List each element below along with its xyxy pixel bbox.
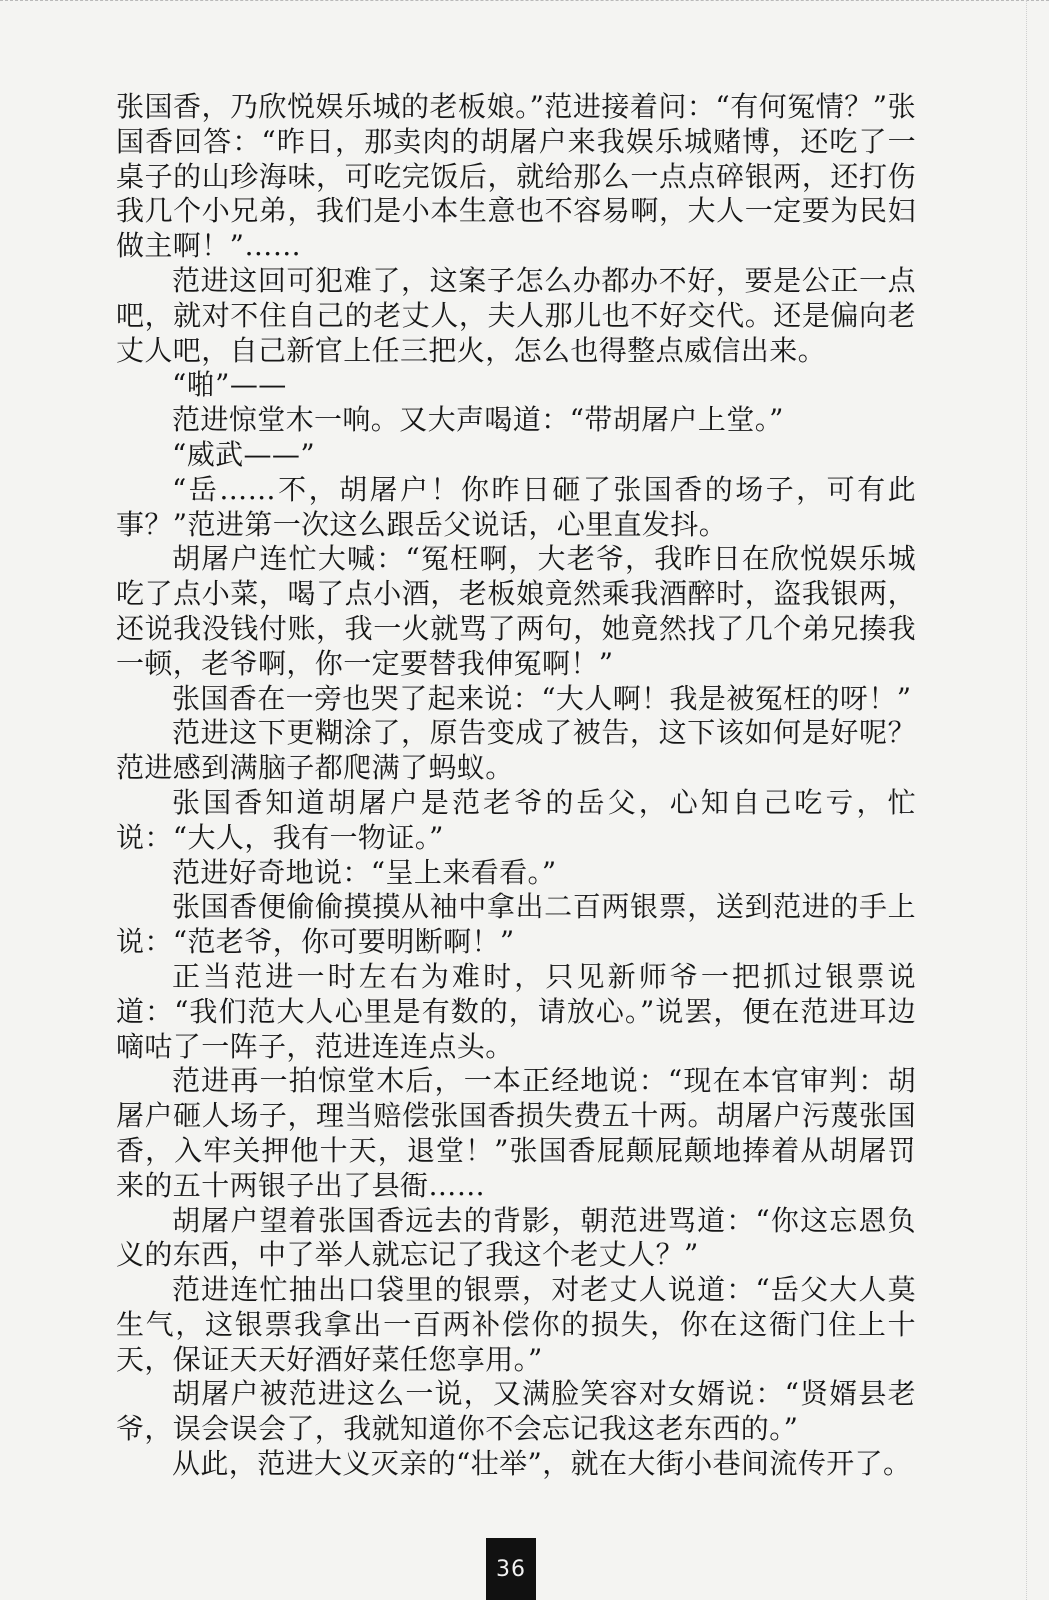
- body-text: [116, 90, 916, 1482]
- paragraph: 张国香便偷偷摸摸从袖中拿出二百两银票，送到范进的手上说：“范老爷，你可要明断啊！”: [116, 890, 916, 959]
- paragraph: 张国香，乃欣悦娱乐城的老板娘。”范进接着问：“有何冤情？”张国香回答：“昨日，那卖肉的胡屠户来我娱乐城赌博，还吃了一桌子的山珍海味，可吃完饭后，就给那么一点点碎银两，还打伤我几个小兄弟，我们是小本生意也不容易啊，大人一定要为民妇做主啊！”……: [116, 90, 916, 263]
- paragraph: 范进这回可犯难了，这案子怎么办都办不好，要是公正一点吧，就对不住自己的老丈人，夫人那儿也不好交代。还是偏向老丈人吧，自己新官上任三把火，怎么也得整点威信出来。: [116, 263, 916, 367]
- page-right-edge: [1026, 0, 1049, 1600]
- paragraph: 张国香知道胡屠户是范老爷的岳父，心知自己吃亏，忙说：“大人，我有一物证。”: [116, 785, 916, 854]
- paragraph: 正当范进一时左右为难时，只见新师爷一把抓过银票说道：“我们范大人心里是有数的，请放心。”说罢，便在范进耳边嘀咕了一阵子，范进连连点头。: [116, 959, 916, 1063]
- paragraph: 张国香在一旁也哭了起来说：“大人啊！我是被冤枉的呀！”: [172, 681, 912, 715]
- paragraph: 范进惊堂木一响。又大声喝道：“带胡屠户上堂。”: [172, 403, 784, 437]
- paragraph: 范进这下更糊涂了，原告变成了被告，这下该如何是好呢？范进感到满脑子都爬满了蚂蚁。: [116, 716, 916, 785]
- paragraph: 胡屠户望着张国香远去的背影，朝范进骂道：“你这忘恩负义的东西，中了举人就忘记了我这个老丈人？”: [116, 1203, 916, 1272]
- paragraph: 范进好奇地说：“呈上来看看。”: [172, 855, 557, 889]
- page-top-edge: [0, 0, 1049, 5]
- paragraph: 胡屠户连忙大喊：“冤枉啊，大老爷，我昨日在欣悦娱乐城吃了点小菜，喝了点小酒，老板娘竟然乘我酒醉时，盗我银两，还说我没钱付账，我一火就骂了两句，她竟然找了几个弟兄揍我一顿，老爷啊，你一定要替我伸冤啊！”: [116, 542, 916, 680]
- paragraph: “威武——”: [172, 437, 316, 471]
- paragraph: “啪”——: [172, 368, 287, 402]
- paragraph: 胡屠户被范进这么一说，又满脸笑容对女婿说：“贤婿县老爷，误会误会了，我就知道你不会忘记我这老东西的。”: [116, 1377, 916, 1446]
- paragraph: 范进再一拍惊堂木后，一本正经地说：“现在本官审判：胡屠户砸人场子，理当赔偿张国香损失费五十两。胡屠户污蔑张国香，入牢关押他十天，退堂！”张国香屁颠屁颠地捧着从胡屠罚来的五十两银子出了县衙……: [116, 1064, 916, 1202]
- paragraph: 从此，范进大义灭亲的“壮举”，就在大街小巷间流传开了。: [172, 1447, 912, 1481]
- paragraph: “岳……不，胡屠户！你昨日砸了张国香的场子，可有此事？”范进第一次这么跟岳父说话，心里直发抖。: [116, 472, 916, 541]
- page-number-label: 36: [496, 1556, 526, 1582]
- paragraph: 范进连忙抽出口袋里的银票，对老丈人说道：“岳父大人莫生气，这银票我拿出一百两补偿你的损失，你在这衙门住上十天，保证天天好酒好菜任您享用。”: [116, 1273, 916, 1376]
- page-number: [486, 1538, 536, 1600]
